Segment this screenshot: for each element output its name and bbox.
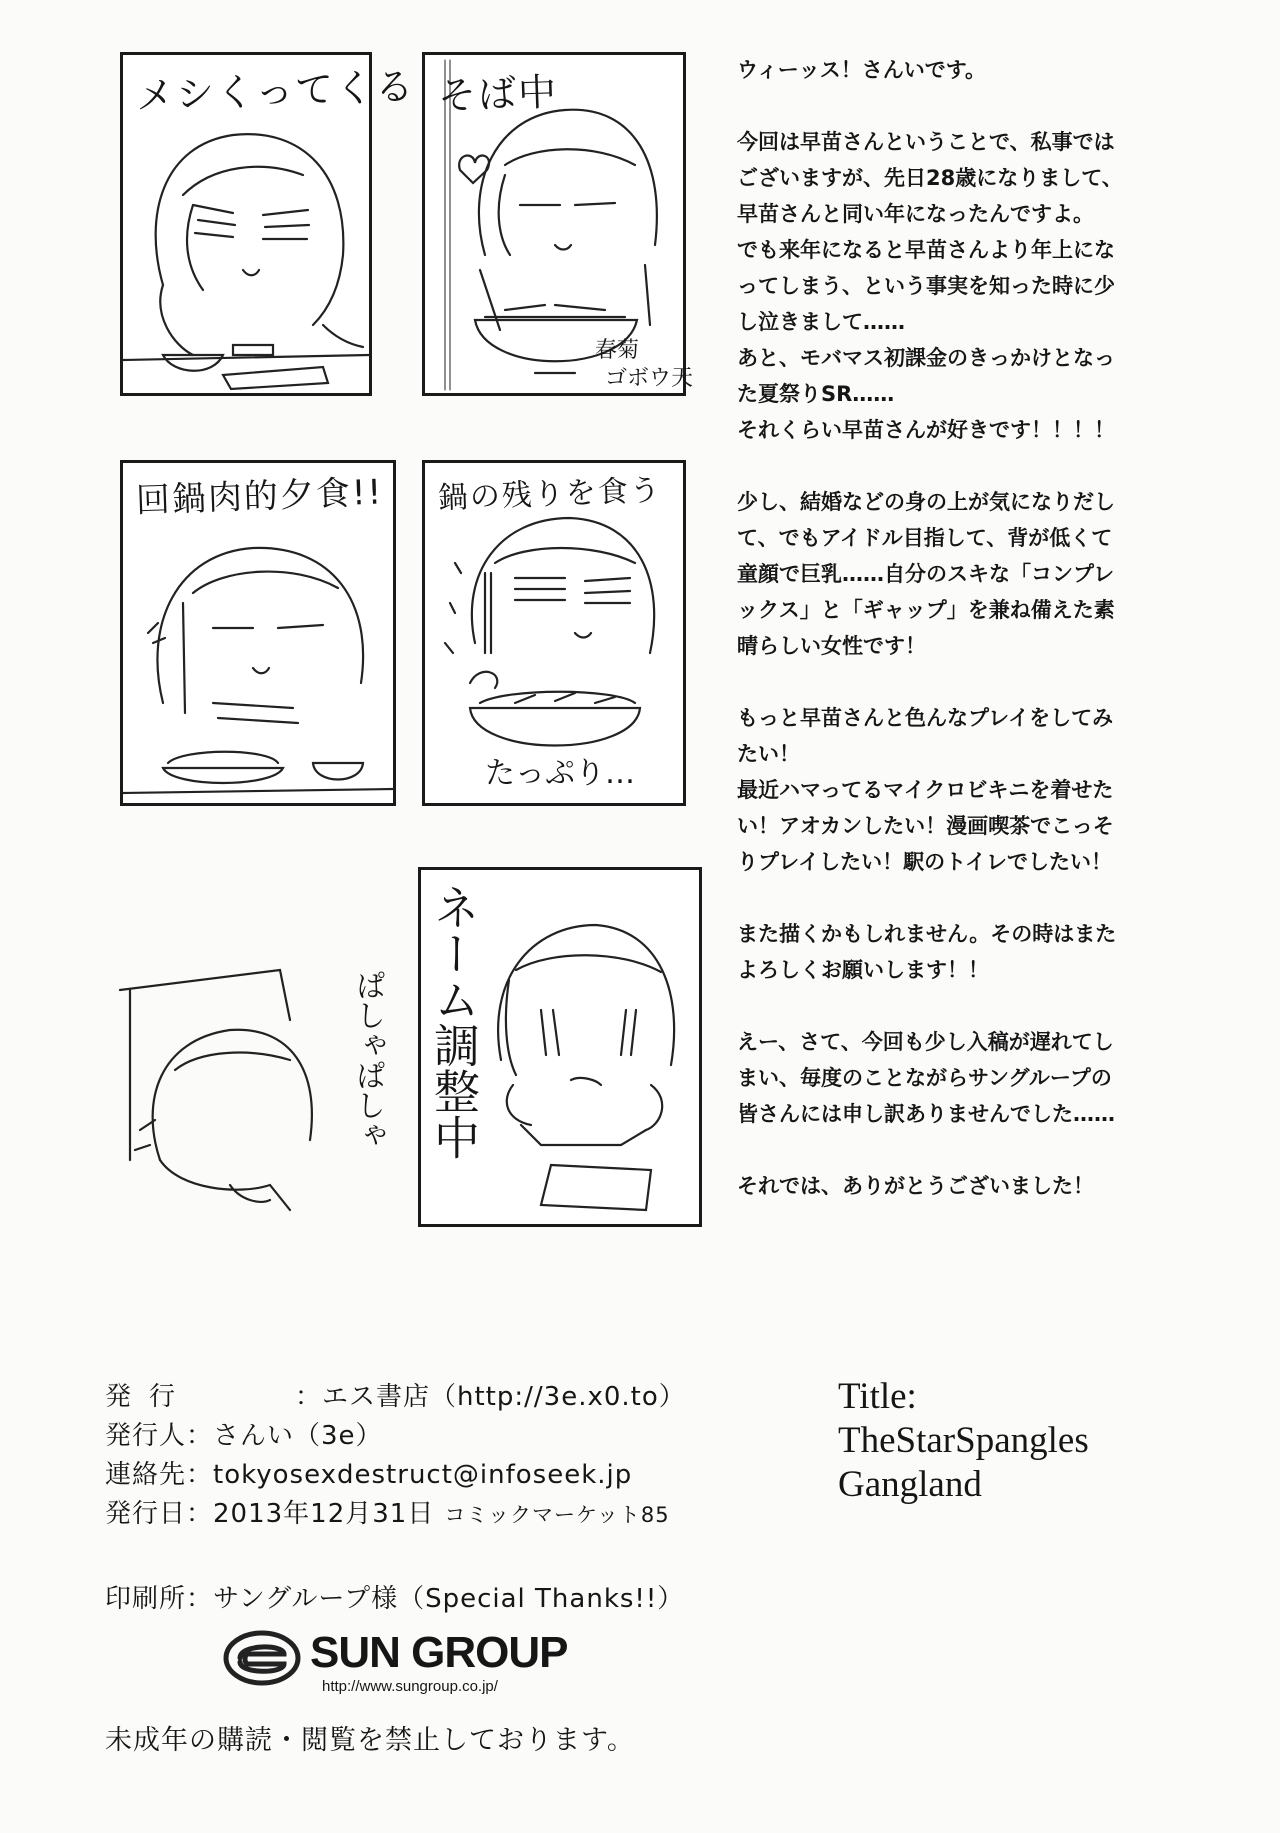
- ingredient-note: 春菊: [595, 338, 640, 363]
- colophon-printer: 印刷所：サングループ様（Special Thanks!!）: [105, 1584, 685, 1614]
- afterword-paragraph: ウィーッス！さんいです。: [737, 58, 987, 82]
- colophon-date: [105, 1495, 745, 1535]
- sketch-panel-dinner: [120, 460, 396, 806]
- afterword-paragraph: えー、さて、今回も少し入稿が遅れてし まい、毎度のことながらサングループの 皆さんには申し訳ありませんでした……: [737, 1030, 1115, 1126]
- panel-title: 鍋の残りを食う: [437, 473, 663, 516]
- sun-group-logo: [222, 1628, 642, 1700]
- colophon-label: 連絡先: [105, 1460, 187, 1490]
- book-title-line: TheStarSpangles: [838, 1420, 1089, 1461]
- colophon-value: ：さんい（3e）: [186, 1421, 383, 1451]
- colophon-contact: [105, 1456, 745, 1495]
- sketch-panel-soba: [422, 52, 694, 396]
- sketch-panel-leftovers: [422, 460, 686, 806]
- sun-group-mark-icon: [222, 1630, 302, 1686]
- colophon-value: ：エス書店（http://3e.x0.to）: [295, 1382, 686, 1412]
- afterword-paragraph: また描くかもしれません。その時はまた よろしくお願いします！！: [737, 922, 1117, 982]
- panel-caption: たっぷり…: [485, 756, 635, 791]
- panel-title: メシくってくる: [135, 64, 416, 118]
- afterword-paragraph: もっと早苗さんと色んなプレイをしてみ たい！ 最近ハマってるマイクロビキニを着せた い！アオカンしたい！漫画喫茶でこっそ りプレイしたい！駅のトイレでしたい！: [737, 706, 1114, 874]
- sketch-free-splash: [120, 960, 420, 1210]
- book-title-label: Title:: [838, 1376, 917, 1417]
- afterword-paragraph: 少し、結婚などの身の上が気になりだし て、でもアイドル目指して、背が低くて 童顔で巨乳……自分のスキな「コンプレ ックス」と「ギャップ」を兼ね備えた素 晴らしい女性です！: [737, 490, 1115, 658]
- colophon-label: 発行日: [105, 1499, 187, 1529]
- ingredient-note: ゴボウ天: [605, 366, 694, 391]
- colophon-label: 発行: [105, 1382, 194, 1412]
- afterword-paragraph: それでは、ありがとうございました！: [737, 1174, 1094, 1198]
- age-restriction-notice: 未成年の購読・閲覧を禁止しております。: [105, 1725, 635, 1756]
- colophon-value: ：2013年12月31日: [186, 1499, 435, 1529]
- afterword-text: [737, 52, 1257, 1240]
- colophon-event: コミックマーケット85: [444, 1503, 670, 1527]
- splash-caption: ぱしゃぱしゃ: [350, 970, 385, 1150]
- panel-title: 回鍋肉的夕食!!: [135, 472, 384, 521]
- sun-group-url: http://www.sungroup.co.jp/: [322, 1678, 498, 1695]
- colophon-publisher: [105, 1378, 745, 1417]
- panel-title: そば中: [437, 69, 559, 118]
- sketch-panel-name-adjust: [418, 867, 702, 1227]
- book-title-line: Gangland: [838, 1464, 982, 1505]
- sketch-panel-eating-out: [120, 52, 416, 396]
- sun-group-name: SUN GROUP: [310, 1628, 568, 1677]
- colophon-value: ：tokyosexdestruct@infoseek.jp: [186, 1460, 633, 1490]
- panel-title: ネーム調整中: [427, 884, 481, 1160]
- afterword-paragraph: 今回は早苗さんということで、私事では ございますが、先日28歳になりまして、 早苗さんと同い年になったんですよ。 でも来年になると早苗さんより年上にな ってしまう、という事実を知った時に少 し泣きまして…… あと、モバマス初課金のきっかけとなっ た夏祭りSR…… それくらい早苗さんが好きです！！！！: [737, 130, 1123, 442]
- book-title: [838, 1375, 1218, 1507]
- colophon: [105, 1378, 745, 1535]
- colophon-label: 発行人: [105, 1421, 187, 1451]
- colophon-issuer: [105, 1417, 745, 1456]
